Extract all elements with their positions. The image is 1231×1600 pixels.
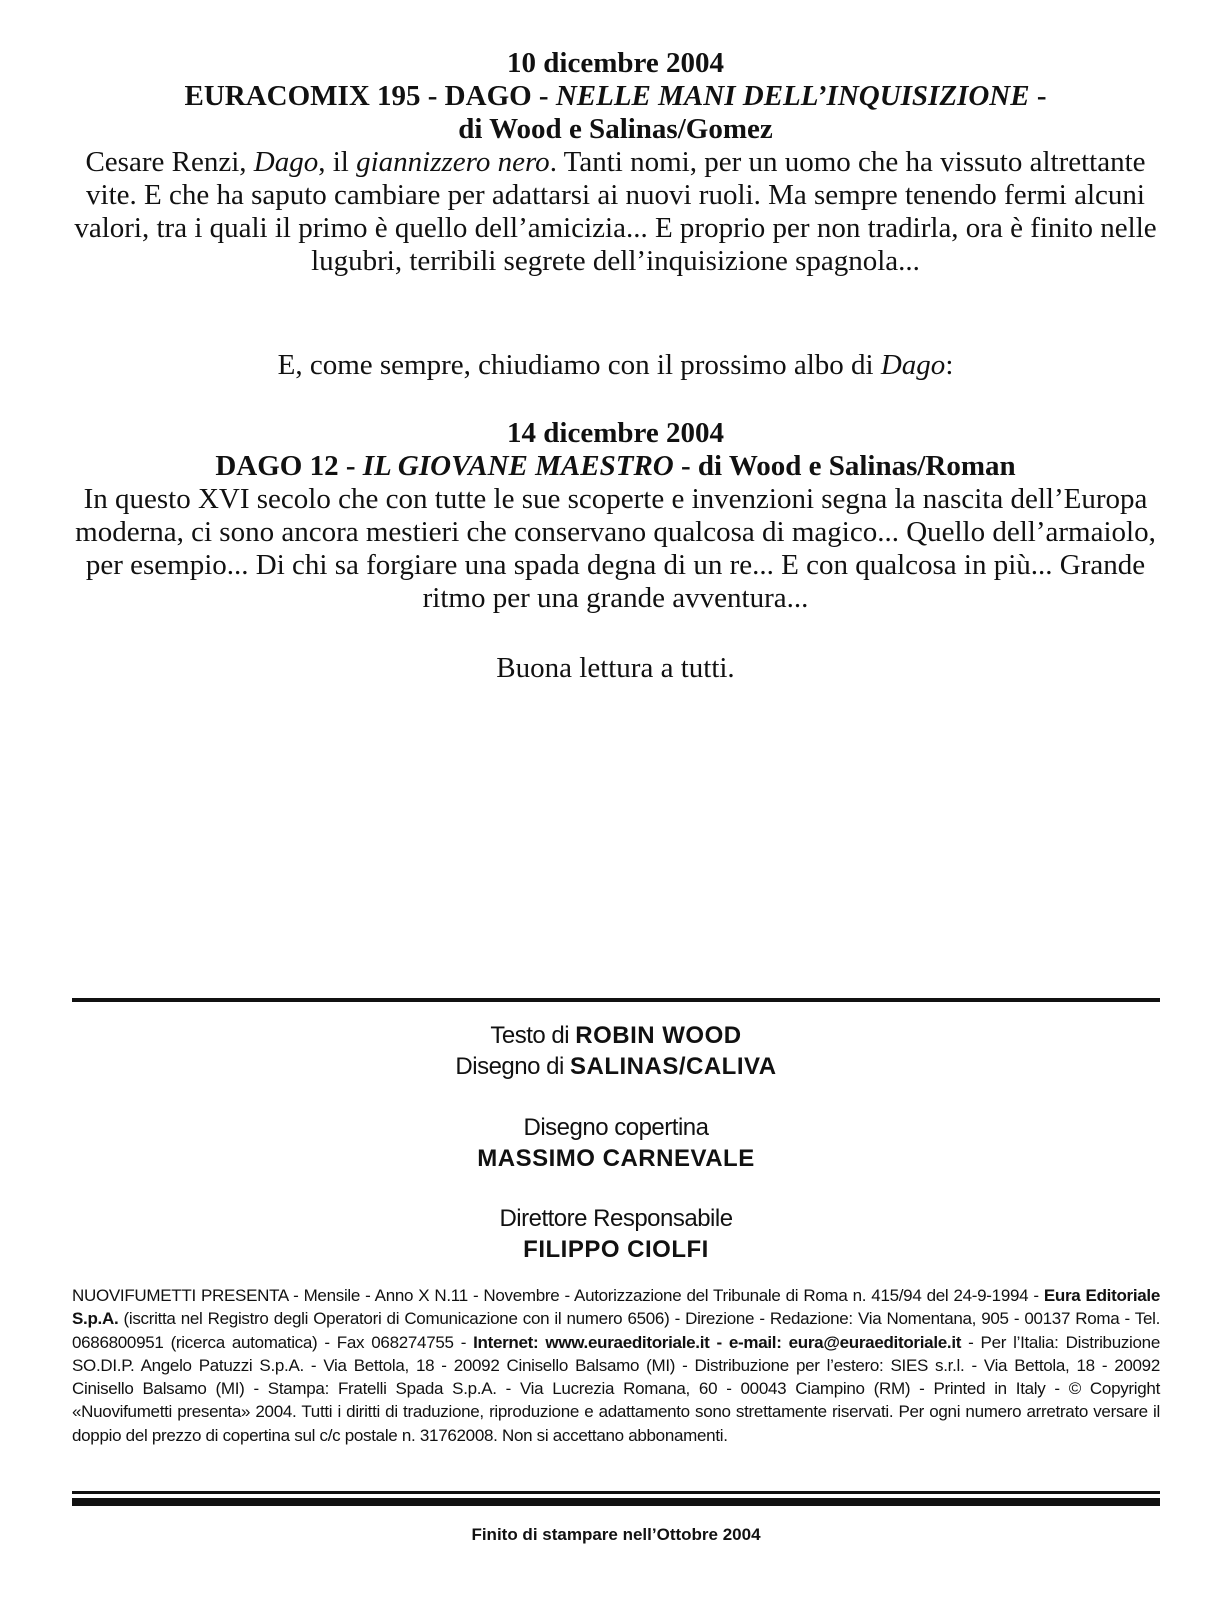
credit-cover-label: Disegno copertina (523, 1114, 709, 1141)
entry1-title-suffix: - (1029, 80, 1047, 112)
intro-text (60, 349, 1171, 382)
entry-dago-12 (60, 417, 1171, 615)
entry1-text-part: . Tanti nomi, per un uomo che ha vissuto altrettante vite. E che ha saputo cambiare per adattarsi ai nuovi ruoli. Ma sempre tenendo fermi alcuni valori, tra i quali il primo è quello dell’amicizia... E proprio per non tradirla, ora è finito nelle lugubri, terribili segrete dell’inquisizione spagnola... (74, 146, 1157, 277)
entry2-heading (60, 450, 1171, 483)
intro-name: Dago (880, 349, 946, 381)
entry2-series: DAGO 12 - (215, 450, 363, 482)
credit-cover-name: MASSIMO CARNEVALE (477, 1145, 755, 1172)
entry1-series: EURACOMIX 195 - DAGO - (184, 80, 556, 112)
entry2-description: In questo XVI secolo che con tutte le sue scoperte e invenzioni segna la nascita dell’Europa moderna, ci sono ancora mestieri che conservano qualcosa di magico... Quello dell’armaiolo, per esempio... Di chi sa forgiare una spada degna di un re... E con qualcosa in più... Grande ritmo per una grande avventura... (75, 483, 1156, 614)
credit-director-label: Direttore Responsabile (499, 1205, 733, 1232)
legal-part: (iscritta nel Registro degli Operatori di Comunicazione con il numero 6506) - Direzione - Redazione: Via Nomentana, 905 - 00137 Roma - Tel. 0686800951 (ricerca automatica) - Fax 068274755 - (72, 1309, 1160, 1352)
credit-art (72, 1051, 1160, 1082)
entry1-title: NELLE MANI DELL’INQUISIZIONE (555, 80, 1030, 112)
entry1-description (60, 146, 1171, 278)
legal-notice (72, 1284, 1160, 1447)
divider-rule (72, 998, 1160, 1002)
entry1-authors: di Wood e Salinas/Gomez (458, 113, 773, 145)
entry2-date: 14 dicembre 2004 (507, 417, 724, 449)
credit-text (72, 1020, 1160, 1051)
footer-rule-thick (72, 1498, 1160, 1506)
publisher-name: Eura Editoriale S.p.A. (72, 1286, 1160, 1329)
entry1-text-giannizzero: giannizzero nero (356, 146, 550, 178)
entry-euracomix-195 (60, 47, 1171, 278)
publisher-contacts: Internet: www.euraeditoriale.it - e-mail: eura@euraeditoriale.it (473, 1332, 962, 1352)
credits-cover (72, 1112, 1160, 1174)
entry1-text-part: , il (318, 146, 357, 178)
legal-part: NUOVIFUMETTI PRESENTA - Mensile - Anno X N.11 - Novembre - Autorizzazione del Tribunale di Roma n. 415/94 del 24-9-1994 - (72, 1286, 1044, 1305)
print-date-footer: Finito di stampare nell’Ottobre 2004 (471, 1525, 761, 1544)
entry1-date: 10 dicembre 2004 (507, 47, 724, 79)
next-issue-intro (60, 349, 1171, 382)
entry2-authors: - di Wood e Salinas/Roman (673, 450, 1016, 482)
closing-text: Buona lettura a tutti. (496, 652, 735, 684)
entry2-title: IL GIOVANE MAESTRO (362, 450, 674, 482)
legal-part: - Per l’Italia: Distribuzione SO.DI.P. Angelo Patuzzi S.p.A. - Via Bettola, 18 - 20092 Cinisello Balsamo (MI) - Distribuzione per l’estero: SIES s.r.l. - Via Bettola, 18 - 20092 Cinisello Balsamo (MI) - Stampa: Fratelli Spada S.p.A. - Via Lucrezia Romana, 60 - 00043 Ciampino (RM) - Printed in Italy - © Copyright «Nuovifumetti presenta» 2004. Tutti i diritti di traduzione, riproduzione e adattamento sono strettamente riservati. Per ogni numero arretrato versare il doppio del prezzo di copertina sul c/c postale n. 31762008. Non si accettano abbonamenti. (72, 1332, 1160, 1445)
entry1-heading (60, 80, 1171, 113)
credits-director (72, 1203, 1160, 1265)
intro-prefix: E, come sempre, chiudiamo con il prossimo albo di (277, 349, 881, 381)
closing-line (60, 652, 1171, 685)
footer-rule-thin (72, 1491, 1160, 1494)
credit-art-name: SALINAS/CALIVA (570, 1053, 777, 1080)
credit-director-name: FILIPPO CIOLFI (523, 1236, 709, 1263)
credit-art-label: Disegno di (455, 1053, 570, 1080)
entry1-text-dago: Dago (253, 146, 319, 178)
intro-suffix: : (945, 349, 954, 381)
credit-text-name: ROBIN WOOD (575, 1022, 742, 1049)
credit-text-label: Testo di (490, 1022, 576, 1049)
credits-authors (72, 1020, 1160, 1082)
entry1-text-part: Cesare Renzi, (85, 146, 254, 178)
